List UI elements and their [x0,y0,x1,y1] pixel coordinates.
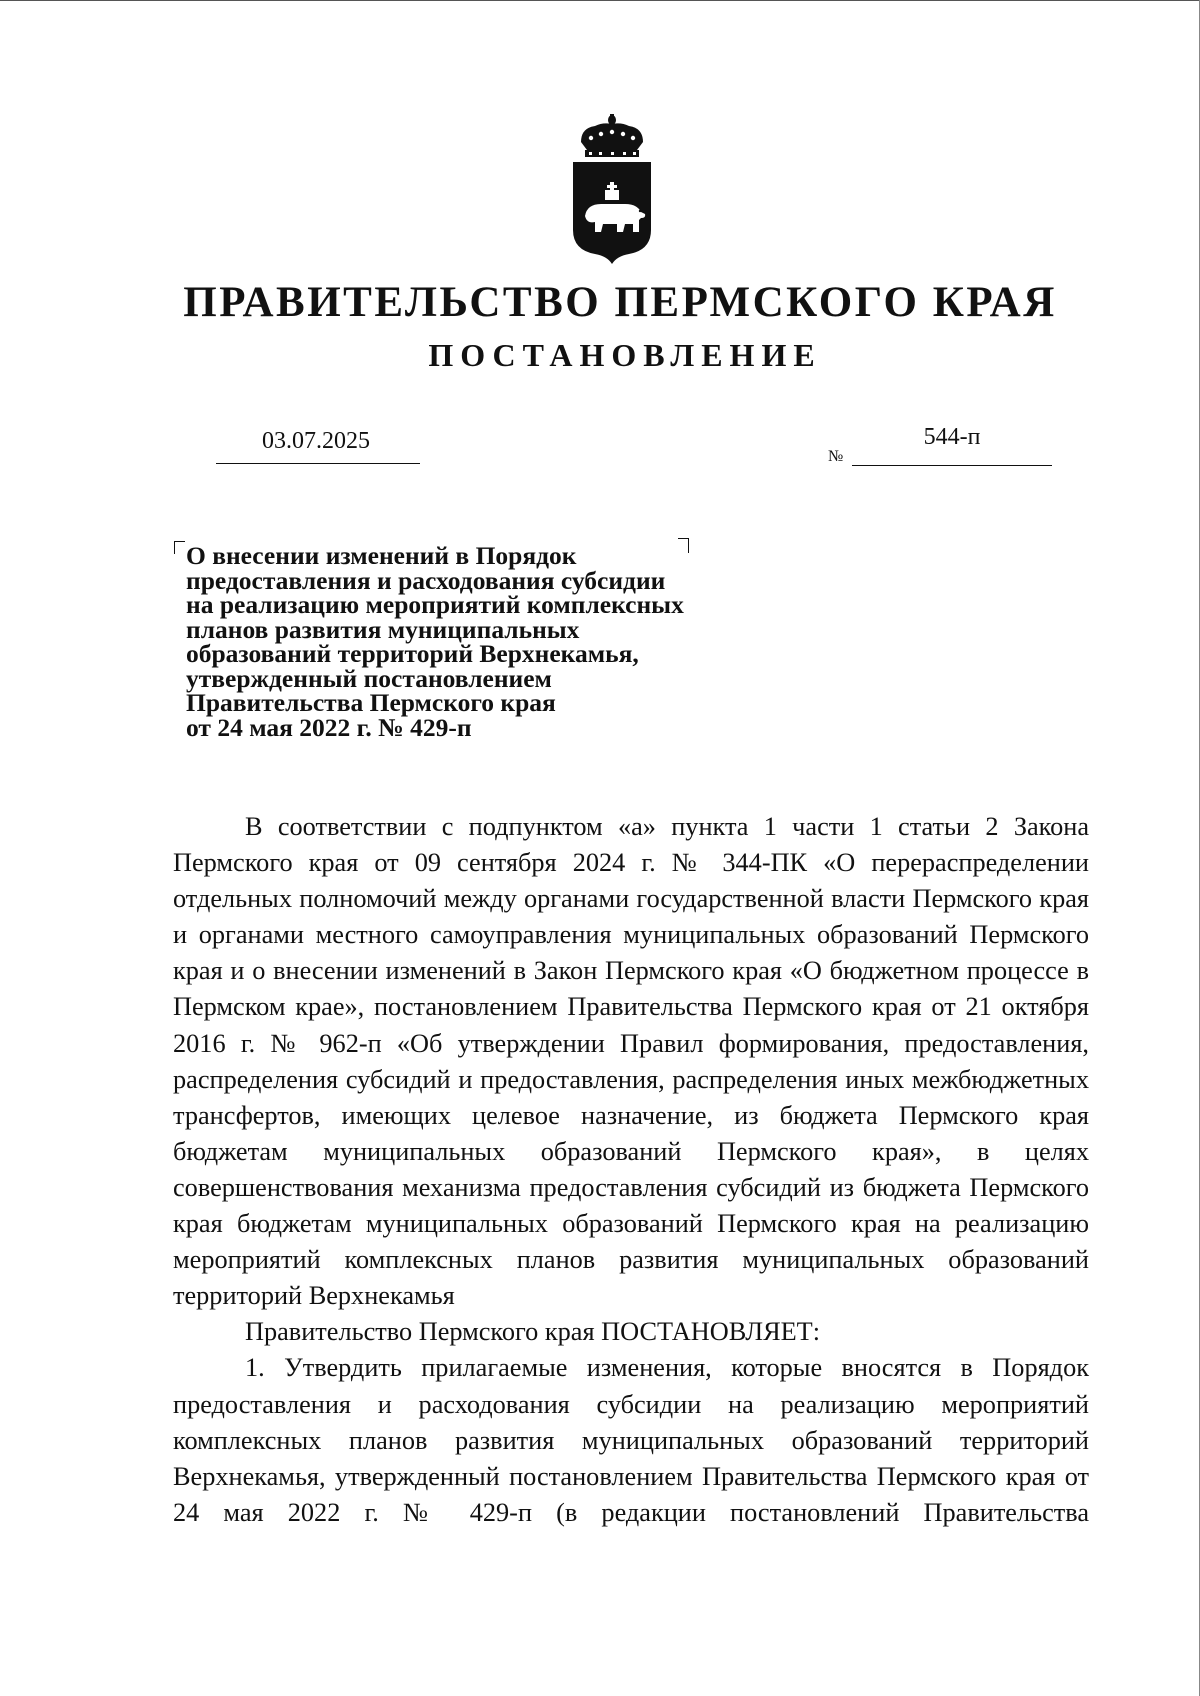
resolves-paragraph: Правительство Пермского края ПОСТАНОВЛЯЕТ: [245,1317,821,1347]
document-number: 544-п [923,424,981,450]
subject-line: планов развития муниципальных [186,614,580,644]
subject-bracket-left [174,541,185,554]
document-date: 03.07.2025 [262,428,370,454]
subject-line: О внесении изменений в Порядок [186,541,577,570]
subject-line: предоставления и расходования субсидии [186,565,666,595]
subject-line: на реализацию мероприятий комплексных [186,590,684,619]
preamble-paragraph: В соответствии с подпунктом «а» пункта 1 части 1 статьи 2 Закона Пермского края от 09 сентября 2024 г. № 344-ПК «О перераспределении отдельных полномочий между органами государственной власти Пермского края и органами местного самоуправления муниципальных образований Пермского края и о внесении изменений в Закон Пермского края «О бюджетном процессе в Пермском крае», постановлением Правительства Пермского края от 21 октября 2016 г. № 962-п «Об утверждении Правил формирования, предоставления, распределения субсидий и предоставления, распределения иных межбюджетных трансфертов, имеющих целевое назначение, из бюджета Пермского края бюджетам муниципальных образований Пермского края», в целях совершенствования механизма предоставления субсидий из бюджета Пермского края бюджетам муниципальных образований Пермского края на реализацию мероприятий комплексных планов развития муниципальных образований территорий Верхнекамья [173,812,1089,1311]
subject-line: образований территорий Верхнекамья, [186,639,639,668]
scan-edge-top [0,0,1200,1]
document-body [173,809,1089,1531]
coat-of-arms-icon [567,112,657,264]
document-type-title: ПОСТАНОВЛЕНИЕ [428,337,822,373]
number-sign: № [828,448,844,465]
subject-line: Правительства Пермского края [186,688,556,717]
number-underline [852,465,1052,466]
item-1-paragraph: 1. Утвердить прилагаемые изменения, которые вносятся в Порядок предоставления и расходования субсидии на реализацию мероприятий комплексных планов развития муниципальных образований территорий Верхнекамья, утвержденный постановлением Правительства Пермского края от 24 мая 2022 г. № 429-п (в редакции постановлений Правительства [173,1353,1089,1527]
organization-title: ПРАВИТЕЛЬСТВО ПЕРМСКОГО КРАЯ [183,279,1057,326]
subject-line: от 24 мая 2022 г. № 429-п [186,712,472,742]
document-subject [186,541,786,742]
date-underline [216,463,420,464]
subject-line: утвержденный постановлением [186,663,552,693]
